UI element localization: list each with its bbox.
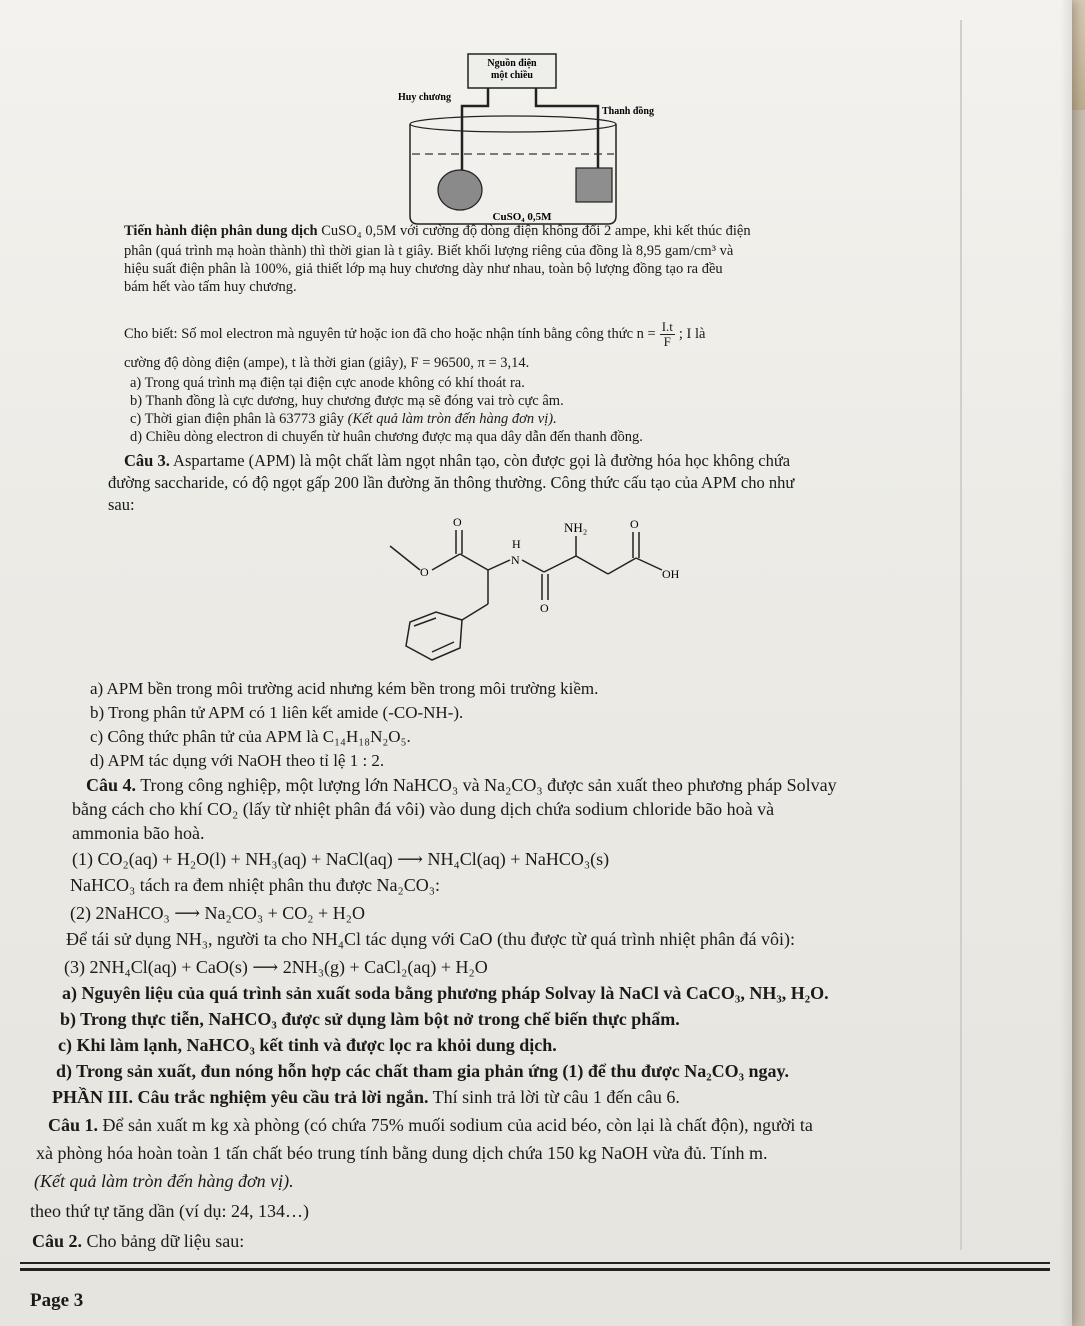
line-07: a) Trong quá trình mạ điện tại điện cực anode không có khí thoát ra.: [130, 375, 525, 391]
sheet-edge: [1060, 0, 1072, 1326]
line-15: b) Trong phân tử APM có 1 liên kết amide (-CO-NH-).: [90, 703, 464, 722]
line-03: hiệu suất điện phân là 100%, giả thiết lớp mạ huy chương dày như nhau, toàn bộ lượng đồng tạo ra đều: [124, 261, 723, 277]
wire-left: [462, 88, 488, 178]
line-10: d) Chiều dòng electron di chuyển từ huân chương được mạ qua dây dẫn đến thanh đồng.: [130, 429, 643, 445]
equation-2: (2) 2NaHCO₃ ⟶ Na₂CO₃ + CO₂ + H₂O: [70, 903, 365, 923]
line-18b: Trong công nghiệp, một lượng lớn NaHCO₃ và Na₂CO₃ được sản xuất theo phương pháp Solvay: [136, 775, 837, 795]
question-2-line: [32, 1230, 244, 1252]
line-08: b) Thanh đồng là cực dương, huy chương được mạ sẽ đóng vai trò cực âm.: [130, 393, 564, 409]
copper-bar: [576, 168, 612, 202]
line-01-visible: CuSO₄ 0,5M với cường độ dòng điện không đổi 2 ampe, khi kết thúc điện: [321, 223, 751, 239]
line-22: NaHCO₃ tách ra đem nhiệt phân thu được Na₂CO₃:: [70, 875, 441, 895]
fraction-denominator: F: [663, 334, 671, 349]
line-27: b) Trong thực tiễn, NaHCO₃ được sử dụng làm bột nở trong chế biến thực phẩm.: [60, 1009, 680, 1029]
power-source-label-2: một chiều: [491, 70, 533, 81]
line-04: bám hết vào tấm huy chương.: [124, 279, 297, 295]
line-05b: ; I là: [678, 325, 706, 342]
page-margin-line: [960, 20, 962, 1250]
part-3-heading: [52, 1086, 680, 1108]
question-1-line-1: [48, 1114, 813, 1136]
line-14: a) APM bền trong môi trường acid nhưng kém bền trong môi trường kiềm.: [90, 679, 599, 698]
atom-n: N: [511, 553, 520, 567]
fraction: [660, 320, 675, 349]
line-28: c) Khi làm lạnh, NaHCO₃ kết tinh và được lọc ra khỏi dung dịch.: [58, 1035, 557, 1055]
line-09a: c) Thời gian điện phân là 63773 giây: [130, 411, 348, 427]
solution-label: CuSO₄ 0,5M: [492, 211, 552, 223]
question-3-line-1: [124, 450, 790, 472]
equation-3: (3) 2NH₄Cl(aq) + CaO(s) ⟶ 2NH₃(g) + CaCl₂(aq) + H₂O: [64, 957, 488, 977]
question-4-label: Câu 4.: [86, 775, 137, 795]
text-line: Tiến hành điện phân dung dịch CuSO₄ 0,5M với cường độ dòng điện không đổi 2 ampe, khi kết thúc điện: [124, 223, 751, 239]
line-24: Để tái sử dụng NH₃, người ta cho NH₄Cl tác dụng với CaO (thu được từ quá trình nhiệt phân đá vôi):: [66, 929, 796, 949]
line-31b: Để sản xuất m kg xà phòng (có chứa 75% muối sodium của acid béo, còn lại là chất độn), người ta: [98, 1115, 813, 1135]
atom-o-top-right: O: [630, 517, 639, 531]
line-17: d) APM tác dụng với NaOH theo tỉ lệ 1 : 2.: [90, 751, 385, 770]
line-30b: Thí sinh trả lời từ câu 1 đến câu 6.: [428, 1087, 680, 1107]
question-4-line-1: [86, 774, 837, 796]
question-1-label: Câu 1.: [48, 1115, 99, 1135]
aspartame-structure: [380, 512, 720, 672]
power-source-label-1: Nguồn điện: [487, 58, 537, 69]
line-13: sau:: [108, 495, 135, 514]
line-16: c) Công thức phân tử của APM là C₁₄H₁₈N₂O₅.: [90, 727, 411, 746]
atom-nh2: NH₂: [564, 520, 588, 535]
line-02: phân (quá trình mạ hoàn thành) thì thời gian là t giây. Biết khối lượng riêng của đồng là 8,95 gam/cm³ và: [124, 243, 734, 259]
line-09: [130, 410, 557, 428]
atom-o-ester: O: [420, 565, 429, 579]
page-number: Page 3: [30, 1290, 84, 1311]
line-12: đường saccharide, có độ ngọt gấp 200 lần đường ăn thông thường. Công thức cấu tạo của APM cho như: [108, 473, 795, 492]
line-05a: Cho biết: Số mol electron mà nguyên tử hoặc ion đã cho hoặc nhận tính bằng công thức n =: [124, 325, 656, 342]
beaker-rim: [410, 116, 616, 132]
line-19: bằng cách cho khí CO₂ (lấy từ nhiệt phân đá vôi) vào dung dịch chứa sodium chloride bão hoà và: [72, 799, 775, 819]
line-29: d) Trong sản xuất, đun nóng hỗn hợp các chất tham gia phản ứng (1) để thu được Na₂CO₃ ngay.: [56, 1061, 790, 1081]
atom-oh: OH: [662, 567, 680, 581]
formula-line: [124, 320, 705, 349]
medal-disc: [438, 170, 482, 210]
line-26: a) Nguyên liệu của quá trình sản xuất soda bằng phương pháp Solvay là NaCl và CaCO₃, NH₃, H₂O.: [62, 983, 829, 1003]
line-06: cường độ dòng điện (ampe), t là thời gian (giây), F = 96500, π = 3,14.: [124, 355, 530, 371]
atom-h: H: [512, 537, 521, 551]
part-3-title: PHẦN III. Câu trắc nghiệm yêu cầu trả lời ngắn.: [52, 1087, 429, 1107]
line-20: ammonia bão hoà.: [72, 823, 205, 843]
line-32: xà phòng hóa hoàn toàn 1 tấn chất béo trung tính bằng dung dịch chứa 150 kg NaOH vừa đủ. Tính m.: [36, 1143, 768, 1163]
divider-rule-thick: [20, 1268, 1050, 1271]
line-35b: Cho bảng dữ liệu sau:: [82, 1231, 245, 1251]
question-2-label: Câu 2.: [32, 1231, 83, 1251]
copper-label: Thanh đồng: [602, 106, 654, 117]
equation-1: (1) CO₂(aq) + H₂O(l) + NH₃(aq) + NaCl(aq) ⟶ NH₄Cl(aq) + NaHCO₃(s): [72, 849, 610, 869]
atom-o-top-left: O: [453, 515, 462, 529]
line-34: theo thứ tự tăng dần (ví dụ: 24, 134…): [30, 1201, 309, 1221]
atom-o-bottom: O: [540, 601, 549, 615]
line-33: (Kết quả làm tròn đến hàng đơn vị).: [34, 1171, 294, 1191]
medal-label: Huy chương: [398, 92, 451, 103]
question-3-label: Câu 3.: [124, 451, 170, 470]
line-11b: Aspartame (APM) là một chất làm ngọt nhân tạo, còn được gọi là đường hóa học không chứa: [169, 451, 791, 470]
line-09b: (Kết quả làm tròn đến hàng đơn vị).: [347, 411, 557, 427]
divider-rule: [20, 1262, 1050, 1264]
fraction-numerator: I.t: [661, 319, 673, 334]
electroplating-diagram: [380, 48, 680, 230]
